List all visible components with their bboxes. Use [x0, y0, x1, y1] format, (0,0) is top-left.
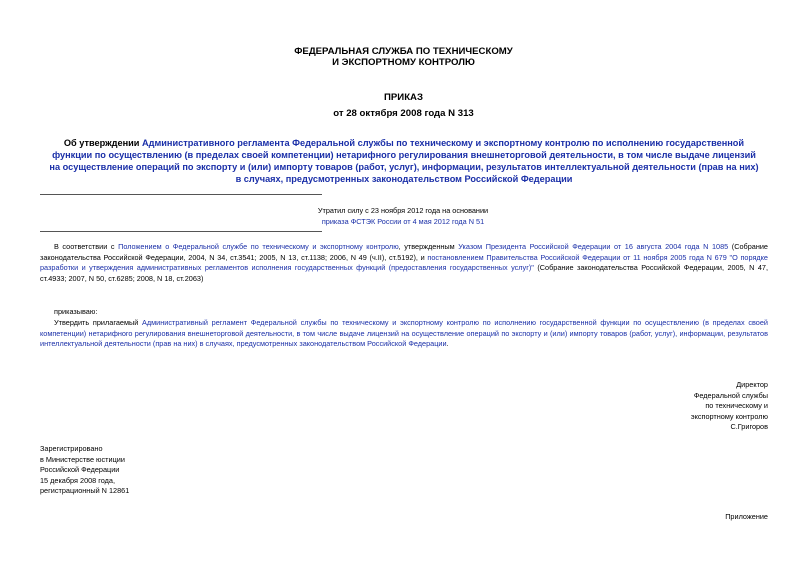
p2-link-regulation[interactable]: Административный регламент Федеральной службы по техническому и экспортному контролю по исполнению государственной функции по осуществлению (в пределах своей компетенции) нетарифного регулирования внешнеторговой деятельности, в том числе выдаче лицензий на осуществление операций по экспорту и (или) импорту товаров (работ, услуг), информации, результатов интеллектуальной деятельности (прав на них) в случаях, предусмотренных законодательством Российской Федерации: [40, 318, 768, 349]
agency-name: [0, 46, 807, 68]
preamble-paragraph: [40, 242, 768, 284]
signature-line: Федеральной службы: [693, 390, 768, 400]
registration-block: [40, 444, 129, 497]
p1-text-d: (Собрание законодательства Российской Федерации, 2005, N 47, ст.4933; 2007, N 50, ст.6285; 2008, N 18, ст.2063): [40, 263, 768, 283]
p1-text-c: (Собрание законодательства Российской Федерации, 2004, N 34, ст.3541; 2005, N 13, ст.1138; 2006, N 49 (ч.II), ст.5192), и: [40, 242, 768, 262]
divider-top: [40, 194, 322, 195]
p1-link-decree[interactable]: Указом Президента Российской Федерации от 16 августа 2004 года N 1085: [458, 242, 729, 251]
p1-link-resolution[interactable]: постановлением Правительства Российской Федерации от 11 ноября 2005 года N 679 "О порядке разработки и утверждения административных регламентов исполнения государственных функций (предоставления государственных услуг)": [40, 252, 768, 273]
p1-text-b: , утвержденным: [398, 242, 459, 251]
doc-date: от 28 октября 2008 года N 313: [333, 108, 474, 119]
registration-line: регистрационный N 12861: [40, 486, 130, 496]
registration-line: 15 декабря 2008 года,: [40, 475, 116, 485]
signature-block: [691, 380, 768, 433]
p1-link-regulation[interactable]: Положением о Федеральной службе по техническому и экспортному контролю: [118, 242, 399, 251]
title-regulation-link[interactable]: Административного регламента Федеральной службы по техническому и экспортному контролю по исполнению государственной функции по осуществлению (в пределах своей компетенции) нетарифного регулирования внешнеторговой деятельности, в том числе выдаче лицензий на осуществление операций по экспорту и (или) импорту товаров (работ, услуг), информации, результатов интеллектуальной деятельности (прав на них) в случаях, предусмотренных законодательством Российской Федерации: [49, 138, 759, 184]
doc-type: ПРИКАЗ: [384, 92, 423, 103]
registration-line: Зарегистрировано: [40, 444, 103, 453]
divider-bottom: [40, 231, 322, 232]
p2-text-a: Утвердить прилагаемый: [54, 318, 143, 327]
signature-name: С.Григоров: [730, 422, 768, 432]
appendix-label: Приложение: [725, 512, 768, 521]
p2-text-b: .: [446, 339, 449, 349]
status-note: [248, 206, 558, 227]
status-order-link[interactable]: приказа ФСТЭК России от 4 мая 2012 года N 51: [321, 216, 485, 226]
status-line: Утратил силу с 23 ноября 2012 года на основании: [317, 206, 489, 215]
agency-line-2: И ЭКСПОРТНОМУ КОНТРОЛЮ: [332, 57, 475, 68]
registration-line: в Министерстве юстиции: [40, 454, 125, 464]
p1-text-a: В соответствии с: [54, 242, 119, 251]
signature-line: экспортному контролю: [690, 411, 768, 421]
agency-line-1: ФЕДЕРАЛЬНАЯ СЛУЖБА ПО ТЕХНИЧЕСКОМУ: [294, 46, 513, 57]
signature-line: Директор: [736, 380, 768, 389]
signature-line: по техническому и: [705, 401, 768, 411]
approval-paragraph: [40, 318, 768, 350]
order-word: приказываю:: [54, 307, 98, 316]
doc-title: [48, 137, 760, 185]
title-prefix: Об утверждении: [63, 138, 142, 148]
registration-line: Российской Федерации: [40, 465, 120, 475]
